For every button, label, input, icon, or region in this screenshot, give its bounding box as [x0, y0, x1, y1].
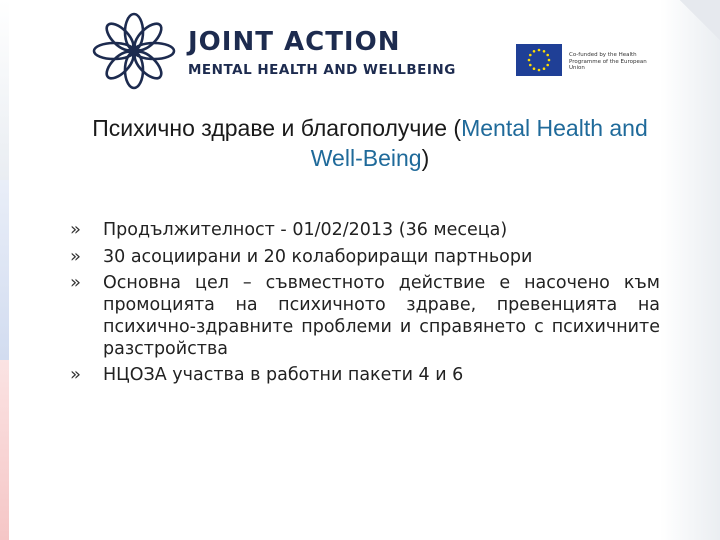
- title-close-paren: ): [421, 145, 430, 171]
- list-item-text: Основна цел – съвместното действие е насочено към промоцията на психичното здраве, превенцията на психично-здравните проблеми и справянето с психичните разстройства: [103, 273, 660, 359]
- left-edge-decoration: [0, 0, 9, 540]
- title-english: Mental Health and Well-Being: [310, 115, 648, 171]
- mental-health-flower-logo: [84, 12, 184, 90]
- bullet-list: [70, 218, 660, 390]
- bullet-marker-icon: »: [70, 272, 82, 293]
- brand-subtitle: MENTAL HEALTH AND WELLBEING: [188, 62, 456, 78]
- list-item: [70, 363, 660, 387]
- edge-band-white: [0, 0, 9, 180]
- list-item: [70, 245, 660, 269]
- eu-flag-icon: [516, 44, 562, 76]
- bullet-marker-icon: »: [70, 219, 82, 240]
- brand-block: [188, 28, 456, 78]
- brand-title: JOINT ACTION: [188, 27, 401, 57]
- list-item-text: НЦОЗА участва в работни пакети 4 и 6: [103, 365, 464, 385]
- edge-band-blue: [0, 180, 9, 360]
- bullet-marker-icon: »: [70, 246, 82, 267]
- edge-band-red: [0, 360, 9, 540]
- eu-cofunding-note: Co-funded by the Health Programme of the European Union: [569, 52, 647, 71]
- list-item-text: 30 асоциирани и 20 колабориращи партньори: [103, 247, 533, 267]
- list-item: [70, 218, 660, 242]
- page-title: [80, 113, 660, 173]
- list-item-text: Продължителност - 01/02/2013 (36 месеца): [103, 220, 508, 240]
- right-edge-decoration: [660, 0, 720, 540]
- list-item: [70, 272, 660, 360]
- bullet-marker-icon: »: [70, 364, 82, 385]
- title-bulgarian: Психично здраве и благополучие (: [92, 115, 462, 141]
